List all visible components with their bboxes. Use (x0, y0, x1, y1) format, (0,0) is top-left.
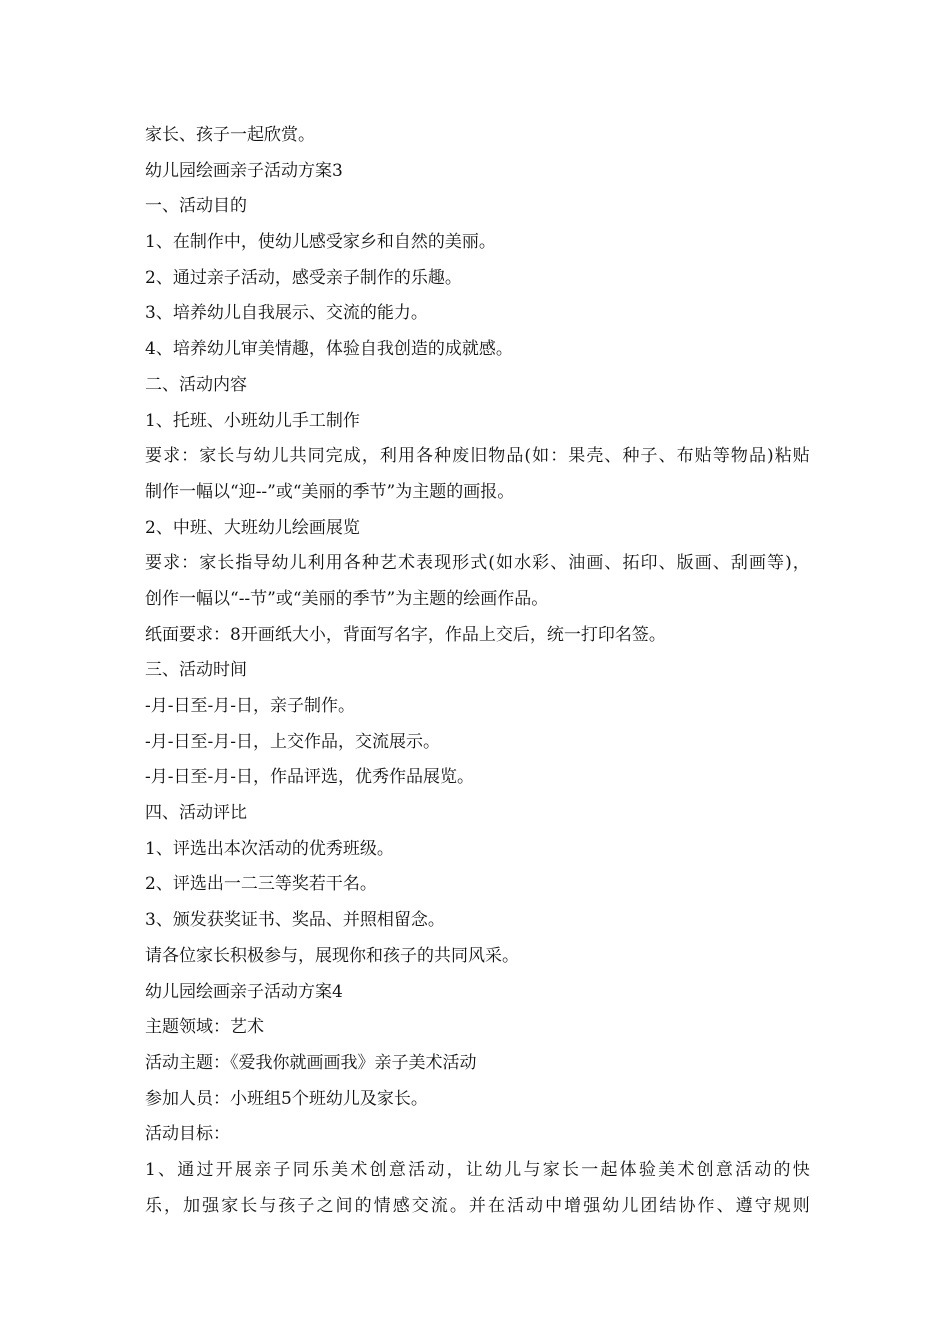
text-line: 活动主题：《爱我你就画画我》亲子美术活动 (145, 1052, 477, 1073)
text-line: 要求：家长与幼儿共同完成，利用各种废旧物品(如：果壳、种子、布贴等物品)粘贴 (145, 446, 810, 467)
section-heading: 四、活动评比 (145, 803, 247, 824)
text-line: 1、在制作中，使幼儿感受家乡和自然的美丽。 (145, 232, 496, 253)
text-line: 3、培养幼儿自我展示、交流的能力。 (145, 303, 428, 324)
section-heading: 一、活动目的 (145, 196, 247, 217)
text-line: 创作一幅以“--节”或“美丽的季节”为主题的绘画作品。 (145, 588, 549, 609)
text-line: 乐，加强家长与孩子之间的情感交流。并在活动中增强幼儿团结协作、遵守规则 (145, 1195, 810, 1216)
text-line: 参加人员：小班组5个班幼儿及家长。 (145, 1088, 428, 1109)
text-line: 1、通过开展亲子同乐美术创意活动，让幼儿与家长一起体验美术创意活动的快 (145, 1159, 810, 1180)
text-line: 请各位家长积极参与，展现你和孩子的共同风采。 (145, 945, 519, 966)
section-heading: 幼儿园绘画亲子活动方案3 (145, 160, 343, 181)
text-line: 4、培养幼儿审美情趣，体验自我创造的成就感。 (145, 339, 513, 360)
text-line: 2、评选出一二三等奖若干名。 (145, 874, 377, 895)
section-heading: 二、活动内容 (145, 374, 247, 395)
text-line: -月-日至-月-日，作品评选，优秀作品展览。 (145, 767, 474, 788)
text-line: 2、中班、大班幼儿绘画展览 (145, 517, 360, 538)
text-line: 1、托班、小班幼儿手工制作 (145, 410, 360, 431)
text-line: 要求：家长指导幼儿利用各种艺术表现形式(如水彩、油画、拓印、版画、刮画等)， (145, 553, 810, 574)
text-line: 活动目标： (145, 1124, 230, 1145)
text-line: 主题领域：艺术 (145, 1017, 264, 1038)
text-line: 1、评选出本次活动的优秀班级。 (145, 838, 394, 859)
text-line: 2、通过亲子活动，感受亲子制作的乐趣。 (145, 267, 462, 288)
text-line: 纸面要求：8开画纸大小，背面写名字，作品上交后，统一打印名签。 (145, 624, 666, 645)
document-body (145, 118, 810, 1224)
text-line: -月-日至-月-日，上交作品，交流展示。 (145, 731, 440, 752)
text-line: 制作一幅以“迎--”或“美丽的季节”为主题的画报。 (145, 481, 515, 502)
text-line: 3、颁发获奖证书、奖品、并照相留念。 (145, 910, 445, 931)
text-line: 家长、孩子一起欣赏。 (145, 125, 315, 145)
section-heading: 幼儿园绘画亲子活动方案4 (145, 981, 343, 1002)
text-line: -月-日至-月-日，亲子制作。 (145, 696, 355, 716)
section-heading: 三、活动时间 (145, 660, 247, 681)
